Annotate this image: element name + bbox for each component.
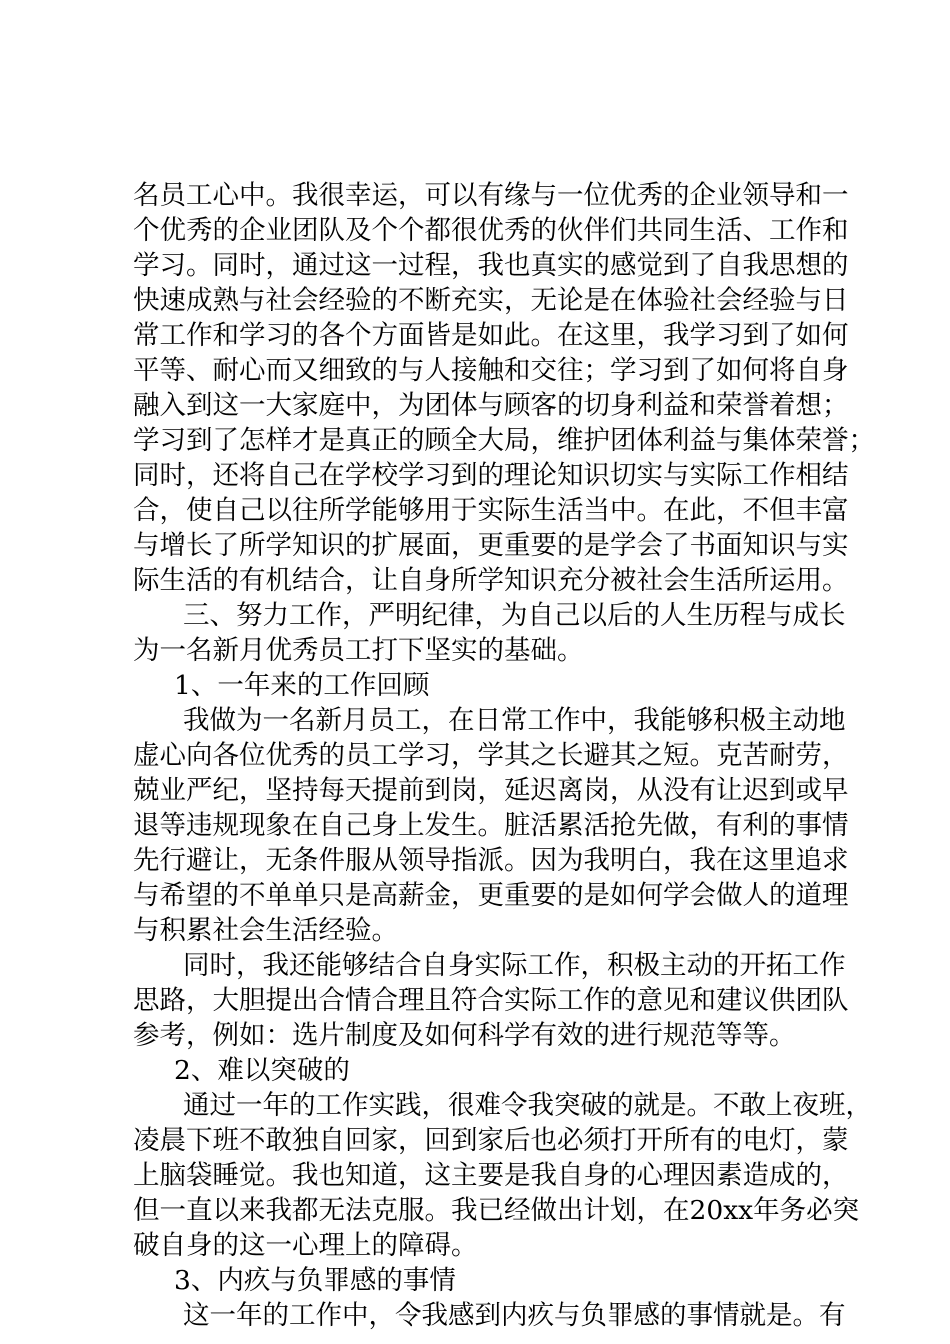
line-text: 同时，我还能够结合自身实际工作，积极主动的开拓工作 (183, 950, 846, 981)
text-line (0, 736, 950, 776)
line-text: 凌晨下班不敢独自回家，回到家后也必须打开所有的电灯，蒙 (133, 1125, 849, 1156)
line-text: 1、一年来的工作回顾 (174, 670, 430, 701)
line-text: 3、内疚与负罪感的事情 (174, 1265, 456, 1296)
text-line (0, 561, 950, 601)
text-line (0, 701, 950, 741)
text-line (0, 911, 950, 951)
text-line (0, 421, 950, 461)
line-text: 同时，还将自己在学校学习到的理论知识切实与实际工作相结 (133, 460, 849, 491)
line-text: 这一年的工作中，令我感到内疚与负罪感的事情就是。有 (183, 1300, 846, 1331)
line-text: 与积累社会生活经验。 (133, 915, 398, 946)
text-line (0, 1296, 950, 1336)
line-text: 先行避让，无条件服从领导指派。因为我明白，我在这里追求 (133, 845, 849, 876)
text-line (0, 631, 950, 671)
subsection-heading (0, 1261, 950, 1301)
text-line (0, 1226, 950, 1266)
text-line (0, 981, 950, 1021)
subsection-heading (0, 666, 950, 706)
text-line (0, 211, 950, 251)
text-line (0, 316, 950, 356)
line-text: 合，使自己以往所学能够用于实际生活当中。在此，不但丰富 (133, 495, 849, 526)
line-text: 与增长了所学知识的扩展面，更重要的是学会了书面知识与实 (133, 530, 849, 561)
text-line (0, 841, 950, 881)
subsection-heading (0, 1051, 950, 1091)
line-text: 通过一年的工作实践，很难令我突破的就是。不敢上夜班， (183, 1090, 872, 1121)
line-text: 与希望的不单单只是高薪金，更重要的是如何学会做人的道理 (133, 880, 849, 911)
text-line (0, 176, 950, 216)
text-line (0, 351, 950, 391)
line-text: 三、努力工作，严明纪律，为自己以后的人生历程与成长 (183, 600, 846, 631)
text-line (0, 771, 950, 811)
line-text: 为一名新月优秀员工打下坚实的基础。 (133, 635, 584, 666)
text-line (0, 386, 950, 426)
text-line (0, 1121, 950, 1161)
line-text: 常工作和学习的各个方面皆是如此。在这里，我学习到了如何 (133, 320, 849, 351)
line-text: 但一直以来我都无法克服。我已经做出计划，在20xx年务必突 (133, 1195, 860, 1226)
text-line (0, 246, 950, 286)
text-line (0, 876, 950, 916)
line-text: 平等、耐心而又细致的与人接触和交往；学习到了如何将自身 (133, 355, 849, 386)
line-text: 快速成熟与社会经验的不断充实，无论是在体验社会经验与日 (133, 285, 849, 316)
text-line (0, 281, 950, 321)
line-text: 退等违规现象在自己身上发生。脏活累活抢先做，有利的事情 (133, 810, 849, 841)
line-text: 上脑袋睡觉。我也知道，这主要是我自身的心理因素造成的， (133, 1160, 849, 1191)
text-line (0, 1086, 950, 1126)
text-line (0, 1156, 950, 1196)
line-text: 我做为一名新月员工，在日常工作中，我能够积极主动地 (183, 705, 846, 736)
line-text: 虚心向各位优秀的员工学习，学其之长避其之短。克苦耐劳， (133, 740, 849, 771)
line-text: 名员工心中。我很幸运，可以有缘与一位优秀的企业领导和一 (133, 180, 849, 211)
line-text: 际生活的有机结合，让自身所学知识充分被社会生活所运用。 (133, 565, 849, 596)
text-line (0, 491, 950, 531)
line-text: 破自身的这一心理上的障碍。 (133, 1230, 478, 1261)
line-text: 参考，例如：选片制度及如何科学有效的进行规范等等。 (133, 1020, 796, 1051)
line-text: 兢业严纪，坚持每天提前到岗，延迟离岗，从没有让迟到或早 (133, 775, 849, 806)
text-line (0, 1016, 950, 1056)
text-line (0, 1191, 950, 1231)
text-line (0, 526, 950, 566)
line-text: 学习。同时，通过这一过程，我也真实的感觉到了自我思想的 (133, 250, 849, 281)
line-text: 2、难以突破的 (174, 1055, 350, 1086)
text-line (0, 806, 950, 846)
line-text: 思路，大胆提出合情合理且符合实际工作的意见和建议供团队 (133, 985, 849, 1016)
line-text: 学习到了怎样才是真正的顾全大局，维护团体利益与集体荣誉； (133, 425, 875, 456)
section-heading (0, 596, 950, 636)
line-text: 个优秀的企业团队及个个都很优秀的伙伴们共同生活、工作和 (133, 215, 849, 246)
line-text: 融入到这一大家庭中，为团体与顾客的切身利益和荣誉着想； (133, 390, 849, 421)
text-line (0, 946, 950, 986)
text-line (0, 456, 950, 496)
